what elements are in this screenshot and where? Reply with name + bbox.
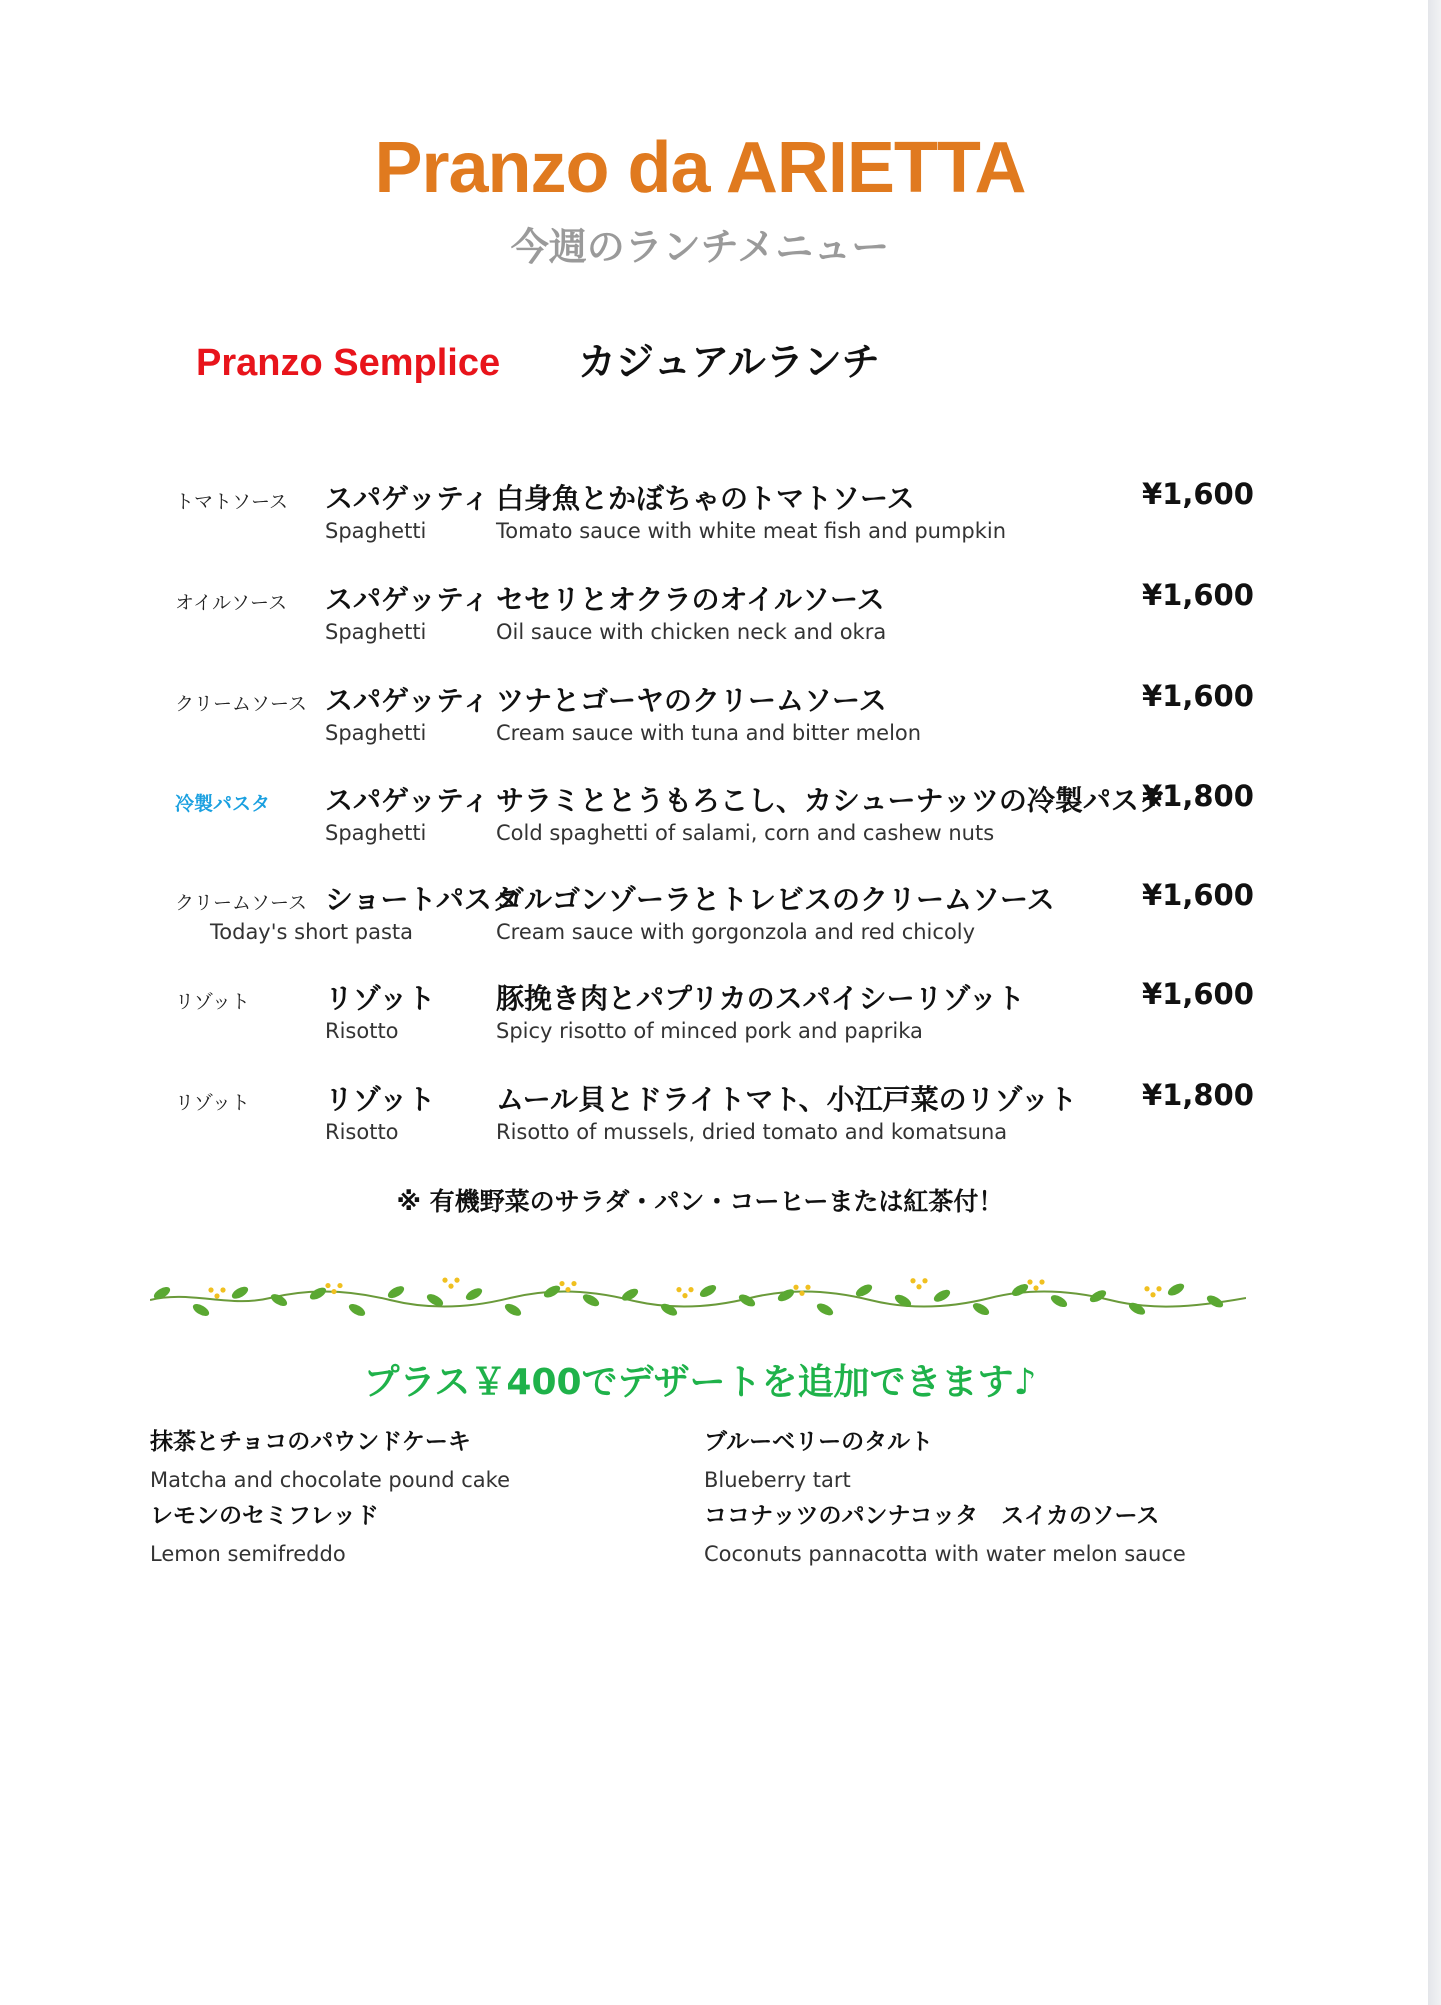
flower-icon: [448, 1284, 453, 1289]
dessert-name-en: Blueberry tart: [704, 1468, 851, 1492]
menu-dish-ja: 白身魚とかぼちゃのトマトソース: [496, 482, 915, 515]
leaf-icon: [191, 1302, 211, 1316]
menu-item: [0, 475, 1400, 565]
dessert-name-ja: レモンのセミフレッド: [150, 1503, 379, 1529]
menu-category: クリームソース: [175, 693, 308, 715]
flower-icon: [1150, 1292, 1155, 1297]
menu-dish-ja: ゴルゴンゾーラとトレビスのクリームソース: [496, 883, 1055, 916]
restaurant-title: Pranzo da ARIETTA: [374, 128, 1026, 208]
leaf-icon: [659, 1301, 679, 1316]
flower-icon: [559, 1281, 564, 1286]
vine-divider: [150, 1272, 1246, 1316]
leaf-icon: [932, 1287, 952, 1304]
leaf-icon: [1166, 1281, 1186, 1298]
leaf-icon: [776, 1287, 796, 1304]
menu-price: ¥1,600: [1142, 477, 1254, 511]
dessert-offer-title: プラス￥400でデザートを追加できます♪: [363, 1362, 1037, 1403]
leaf-icon: [347, 1302, 367, 1316]
menu-dish-en: Cold spaghetti of salami, corn and cashew nuts: [496, 821, 995, 845]
flower-icon: [442, 1278, 447, 1283]
menu-type-en: Risotto: [325, 1120, 399, 1144]
flower-icon: [1039, 1279, 1044, 1284]
menu-dish-ja: ツナとゴーヤのクリームソース: [496, 684, 887, 717]
menu-dish-en: Spicy risotto of minced pork and paprika: [496, 1019, 923, 1043]
section-title-ja: カジュアルランチ: [578, 340, 880, 384]
flower-icon: [682, 1293, 687, 1298]
menu-item: [0, 576, 1400, 666]
dessert-item: [150, 1499, 379, 1569]
menu-dish-en: Oil sauce with chicken neck and okra: [496, 620, 887, 644]
menu-price: ¥1,600: [1142, 977, 1254, 1011]
menu-dish-en: Tomato sauce with white meat fish and pumpkin: [496, 519, 1007, 543]
dessert-name-en: Coconuts pannacotta with water melon sauce: [704, 1542, 1186, 1566]
page-edge: [1428, 0, 1441, 2005]
flower-icon: [454, 1278, 459, 1283]
menu-price: ¥1,600: [1142, 578, 1254, 612]
leaf-icon: [815, 1301, 835, 1316]
flower-icon: [799, 1291, 804, 1296]
section-title-en: Pranzo Semplice: [196, 342, 501, 384]
menu-type-ja: スパゲッティ: [325, 784, 490, 817]
flower-icon: [910, 1278, 915, 1283]
menu-type-en: Risotto: [325, 1019, 399, 1043]
menu-dish-ja: サラミととうもろこし、カシューナッツの冷製パスタ: [496, 784, 1167, 817]
leaf-icon: [1049, 1293, 1069, 1310]
menu-type-ja: ショートパスタ: [325, 883, 520, 916]
included-items-note: ※ 有機野菜のサラダ・パン・コーヒーまたは紅茶付！: [396, 1187, 1004, 1216]
menu-dish-ja: 豚挽き肉とパプリカのスパイシーリゾット: [496, 982, 1025, 1015]
flower-icon: [688, 1287, 693, 1292]
flower-icon: [1027, 1279, 1032, 1284]
menu-category: オイルソース: [175, 592, 288, 614]
menu-item: [0, 677, 1400, 767]
menu-type-ja: リゾット: [325, 1083, 436, 1116]
leaf-icon: [386, 1284, 406, 1301]
menu-price: ¥1,800: [1142, 1078, 1254, 1112]
menu-item: [0, 1076, 1400, 1166]
flower-icon: [916, 1284, 921, 1289]
dessert-name-en: Lemon semifreddo: [150, 1542, 346, 1566]
dessert-name-ja: ココナッツのパンナコッタ スイカのソース: [704, 1503, 1160, 1529]
flower-icon: [805, 1285, 810, 1290]
leaf-icon: [503, 1301, 523, 1316]
dessert-name-ja: ブルーベリーのタルト: [704, 1429, 934, 1455]
leaf-icon: [698, 1283, 718, 1300]
menu-item: [0, 876, 1400, 966]
menu-type-en: Spaghetti: [325, 519, 427, 543]
menu-price: ¥1,600: [1142, 679, 1254, 713]
menu-dish-ja: セセリとオクラのオイルソース: [496, 583, 885, 616]
menu-type-ja: スパゲッティ: [325, 482, 490, 515]
menu-subtitle: 今週のランチメニュー: [510, 225, 890, 269]
menu-category: リゾット: [175, 991, 250, 1013]
flower-icon: [1144, 1286, 1149, 1291]
flower-icon: [220, 1287, 225, 1292]
flower-icon: [208, 1287, 213, 1292]
dessert-item: [704, 1499, 1186, 1569]
menu-price: ¥1,800: [1142, 779, 1254, 813]
menu-item: [0, 975, 1400, 1065]
menu-dish-en: Risotto of mussels, dried tomato and komatsuna: [496, 1120, 1008, 1144]
flower-icon: [1033, 1285, 1038, 1290]
flower-icon: [214, 1293, 219, 1298]
menu-type-ja: スパゲッティ: [325, 684, 490, 717]
menu-dish-en: Cream sauce with gorgonzola and red chicoly: [496, 920, 976, 944]
flower-icon: [571, 1281, 576, 1286]
menu-item: [0, 777, 1400, 867]
flower-icon: [565, 1287, 570, 1292]
menu-type-ja: スパゲッティ: [325, 583, 490, 616]
flower-icon: [793, 1285, 798, 1290]
menu-type-en: Spaghetti: [325, 620, 427, 644]
leaf-icon: [230, 1284, 250, 1301]
leaf-icon: [971, 1301, 991, 1316]
flower-icon: [922, 1278, 927, 1283]
leaf-icon: [1127, 1300, 1147, 1316]
menu-type-en: Spaghetti: [325, 821, 427, 845]
leaf-icon: [308, 1285, 328, 1302]
flower-icon: [337, 1283, 342, 1288]
menu-dish-ja: ムール貝とドライトマト、小江戸菜のリゾット: [496, 1083, 1078, 1116]
flower-icon: [331, 1289, 336, 1294]
flower-icon: [325, 1283, 330, 1288]
menu-type-en: Today's short pasta: [210, 920, 414, 944]
menu-category: クリームソース: [175, 892, 308, 914]
leaf-icon: [464, 1286, 484, 1303]
menu-price: ¥1,600: [1142, 878, 1254, 912]
menu-category: トマトソース: [175, 491, 289, 513]
menu-category: リゾット: [175, 1092, 250, 1114]
flower-icon: [676, 1287, 681, 1292]
dessert-item: [704, 1425, 933, 1495]
menu-dish-en: Cream sauce with tuna and bitter melon: [496, 721, 922, 745]
dessert-name-ja: 抹茶とチョコのパウンドケーキ: [150, 1429, 471, 1455]
leaf-icon: [1010, 1282, 1030, 1299]
menu-type-ja: リゾット: [325, 982, 436, 1015]
dessert-item: [150, 1425, 510, 1495]
menu-type-en: Spaghetti: [325, 721, 427, 745]
flower-icon: [1156, 1286, 1161, 1291]
menu-category: 冷製パスタ: [175, 793, 271, 815]
dessert-name-en: Matcha and chocolate pound cake: [150, 1468, 510, 1492]
